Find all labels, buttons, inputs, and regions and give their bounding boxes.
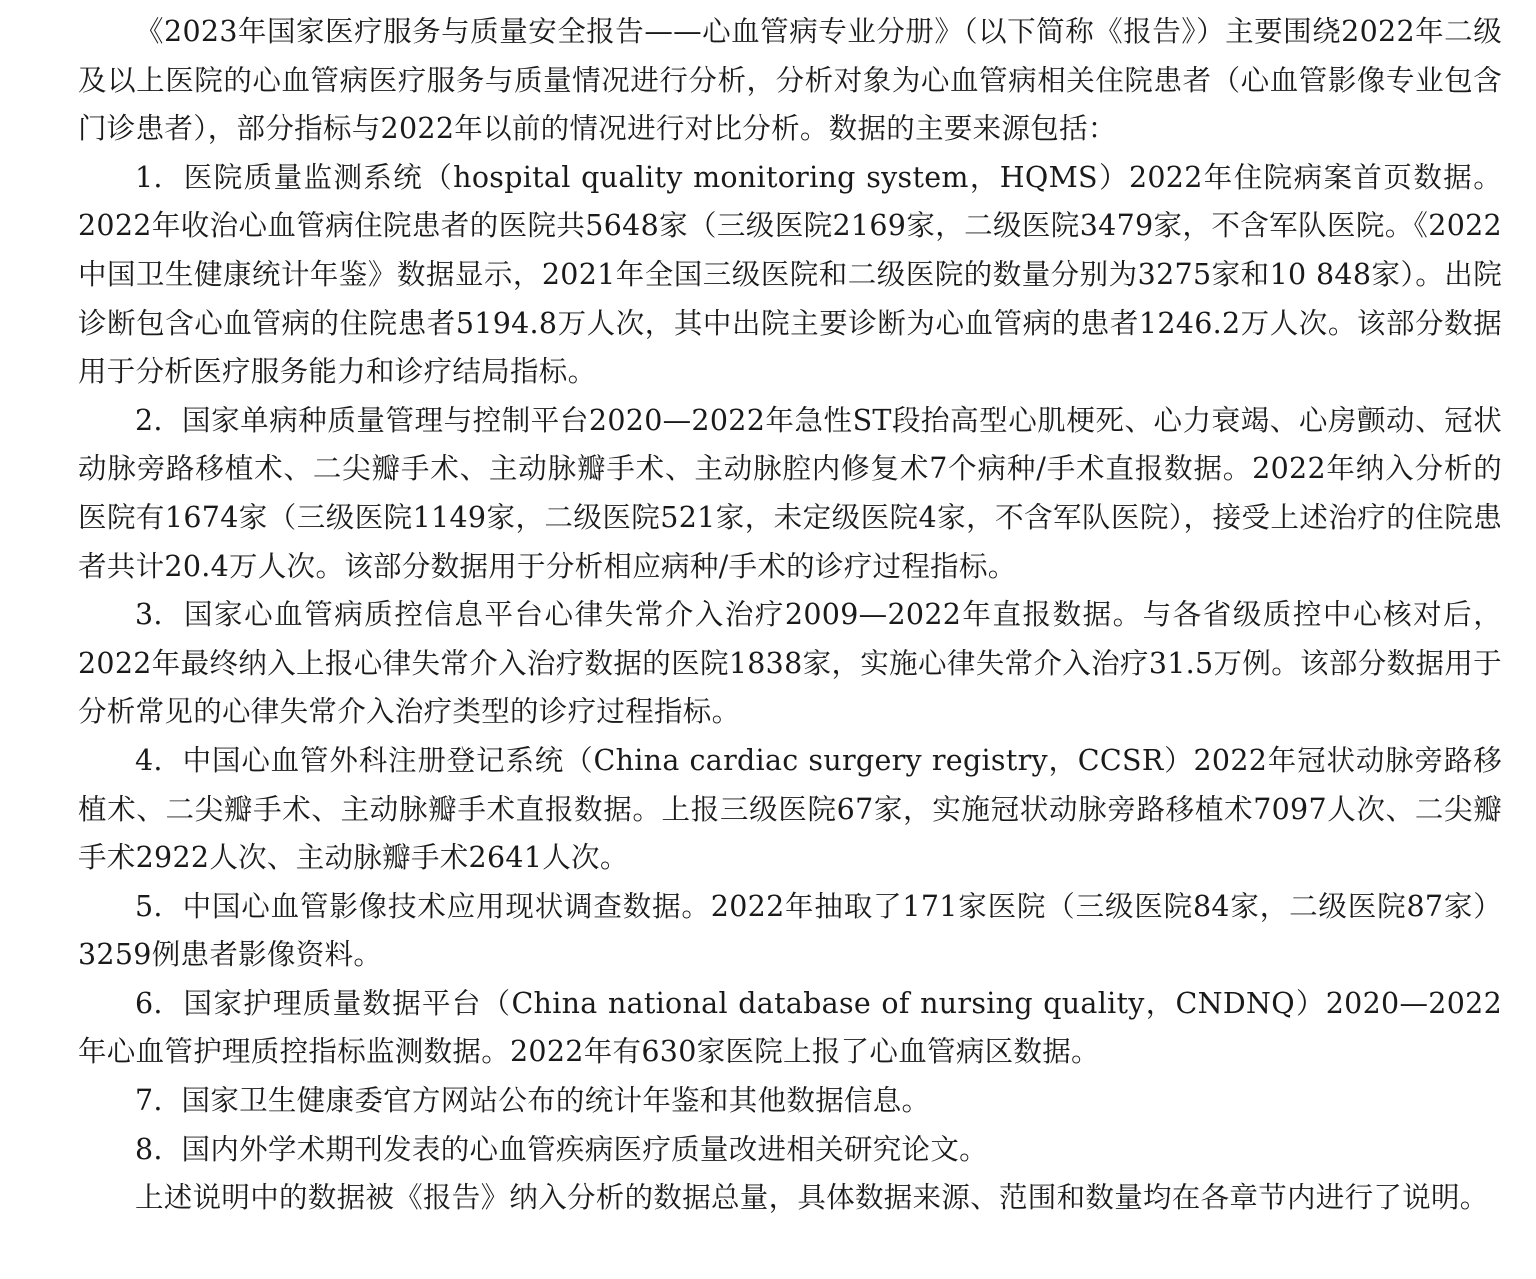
item-number: 6. [135, 986, 163, 1020]
source-item-3 [78, 591, 1502, 737]
item-text: 国家护理质量数据平台（China national database of nursing quality，CNDNQ）2020—2022年心血管护理质控指标监测数据。2022年有630家医院上报了心血管病区数据。 [78, 986, 1503, 1069]
item-text: 国内外学术期刊发表的心血管疾病医疗质量改进相关研究论文。 [181, 1132, 988, 1166]
item-number: 5. [135, 889, 163, 923]
source-item-7 [78, 1077, 1502, 1126]
source-item-8 [78, 1126, 1502, 1175]
source-item-1 [78, 154, 1502, 397]
paragraph-text: 上述说明中的数据被《报告》纳入分析的数据总量，具体数据来源、范围和数量均在各章节内进行了说明。 [135, 1181, 1489, 1215]
item-number: 1. [135, 160, 163, 194]
source-item-2 [78, 397, 1502, 591]
paragraph-text: 《2023年国家医疗服务与质量安全报告——心血管病专业分册》（以下简称《报告》）主要围绕2022年二级及以上医院的心血管病医疗服务与质量情况进行分析，分析对象为心血管病相关住院患者（心血管影像专业包含门诊患者），部分指标与2022年以前的情况进行对比分析。数据的主要来源包括： [78, 15, 1502, 146]
item-text: 中国心血管影像技术应用现状调查数据。2022年抽取了171家医院（三级医院84家，二级医院87家）3259例患者影像资料。 [78, 889, 1502, 972]
item-text: 国家卫生健康委官方网站公布的统计年鉴和其他数据信息。 [181, 1084, 931, 1118]
source-item-5 [78, 883, 1502, 980]
item-number: 2. [135, 403, 163, 437]
item-text: 中国心血管外科注册登记系统（China cardiac surgery registry，CCSR）2022年冠状动脉旁路移植术、二尖瓣手术、主动脉瓣手术直报数据。上报三级医院67家，实施冠状动脉旁路移植术7097人次、二尖瓣手术2922人次、主动脉瓣手术2641人次。 [78, 743, 1503, 875]
intro-paragraph [78, 8, 1502, 154]
item-number: 4. [135, 743, 163, 777]
item-text: 国家单病种质量管理与控制平台2020—2022年急性ST段抬高型心肌梗死、心力衰竭、心房颤动、冠状动脉旁路移植术、二尖瓣手术、主动脉瓣手术、主动脉腔内修复术7个病种/手术直报数据。2022年纳入分析的医院有1674家（三级医院1149家，二级医院521家，未定级医院4家，不含军队医院），接受上述治疗的住院患者共计20.4万人次。该部分数据用于分析相应病种/手术的诊疗过程指标。 [78, 403, 1503, 583]
closing-paragraph [78, 1174, 1502, 1223]
item-text: 国家心血管病质控信息平台心律失常介入治疗2009—2022年直报数据。与各省级质控中心核对后，2022年最终纳入上报心律失常介入治疗数据的医院1838家，实施心律失常介入治疗31.5万例。该部分数据用于分析常见的心律失常介入治疗类型的诊疗过程指标。 [78, 598, 1503, 729]
item-number: 7. [135, 1084, 163, 1118]
source-item-4 [78, 737, 1502, 883]
item-number: 3. [135, 598, 163, 632]
item-number: 8. [135, 1132, 163, 1166]
item-text: 医院质量监测系统（hospital quality monitoring system，HQMS）2022年住院病案首页数据。2022年收治心血管病住院患者的医院共5648家（三级医院2169家，二级医院3479家，不含军队医院。《2022中国卫生健康统计年鉴》数据显示，2021年全国三级医院和二级医院的数量分别为3275家和10 848家）。出院诊断包含心血管病的住院患者5194.8万人次，其中出院主要诊断为心血管病的患者1246.2万人次。该部分数据用于分析医疗服务能力和诊疗结局指标。 [78, 160, 1502, 389]
source-item-6 [78, 980, 1502, 1077]
